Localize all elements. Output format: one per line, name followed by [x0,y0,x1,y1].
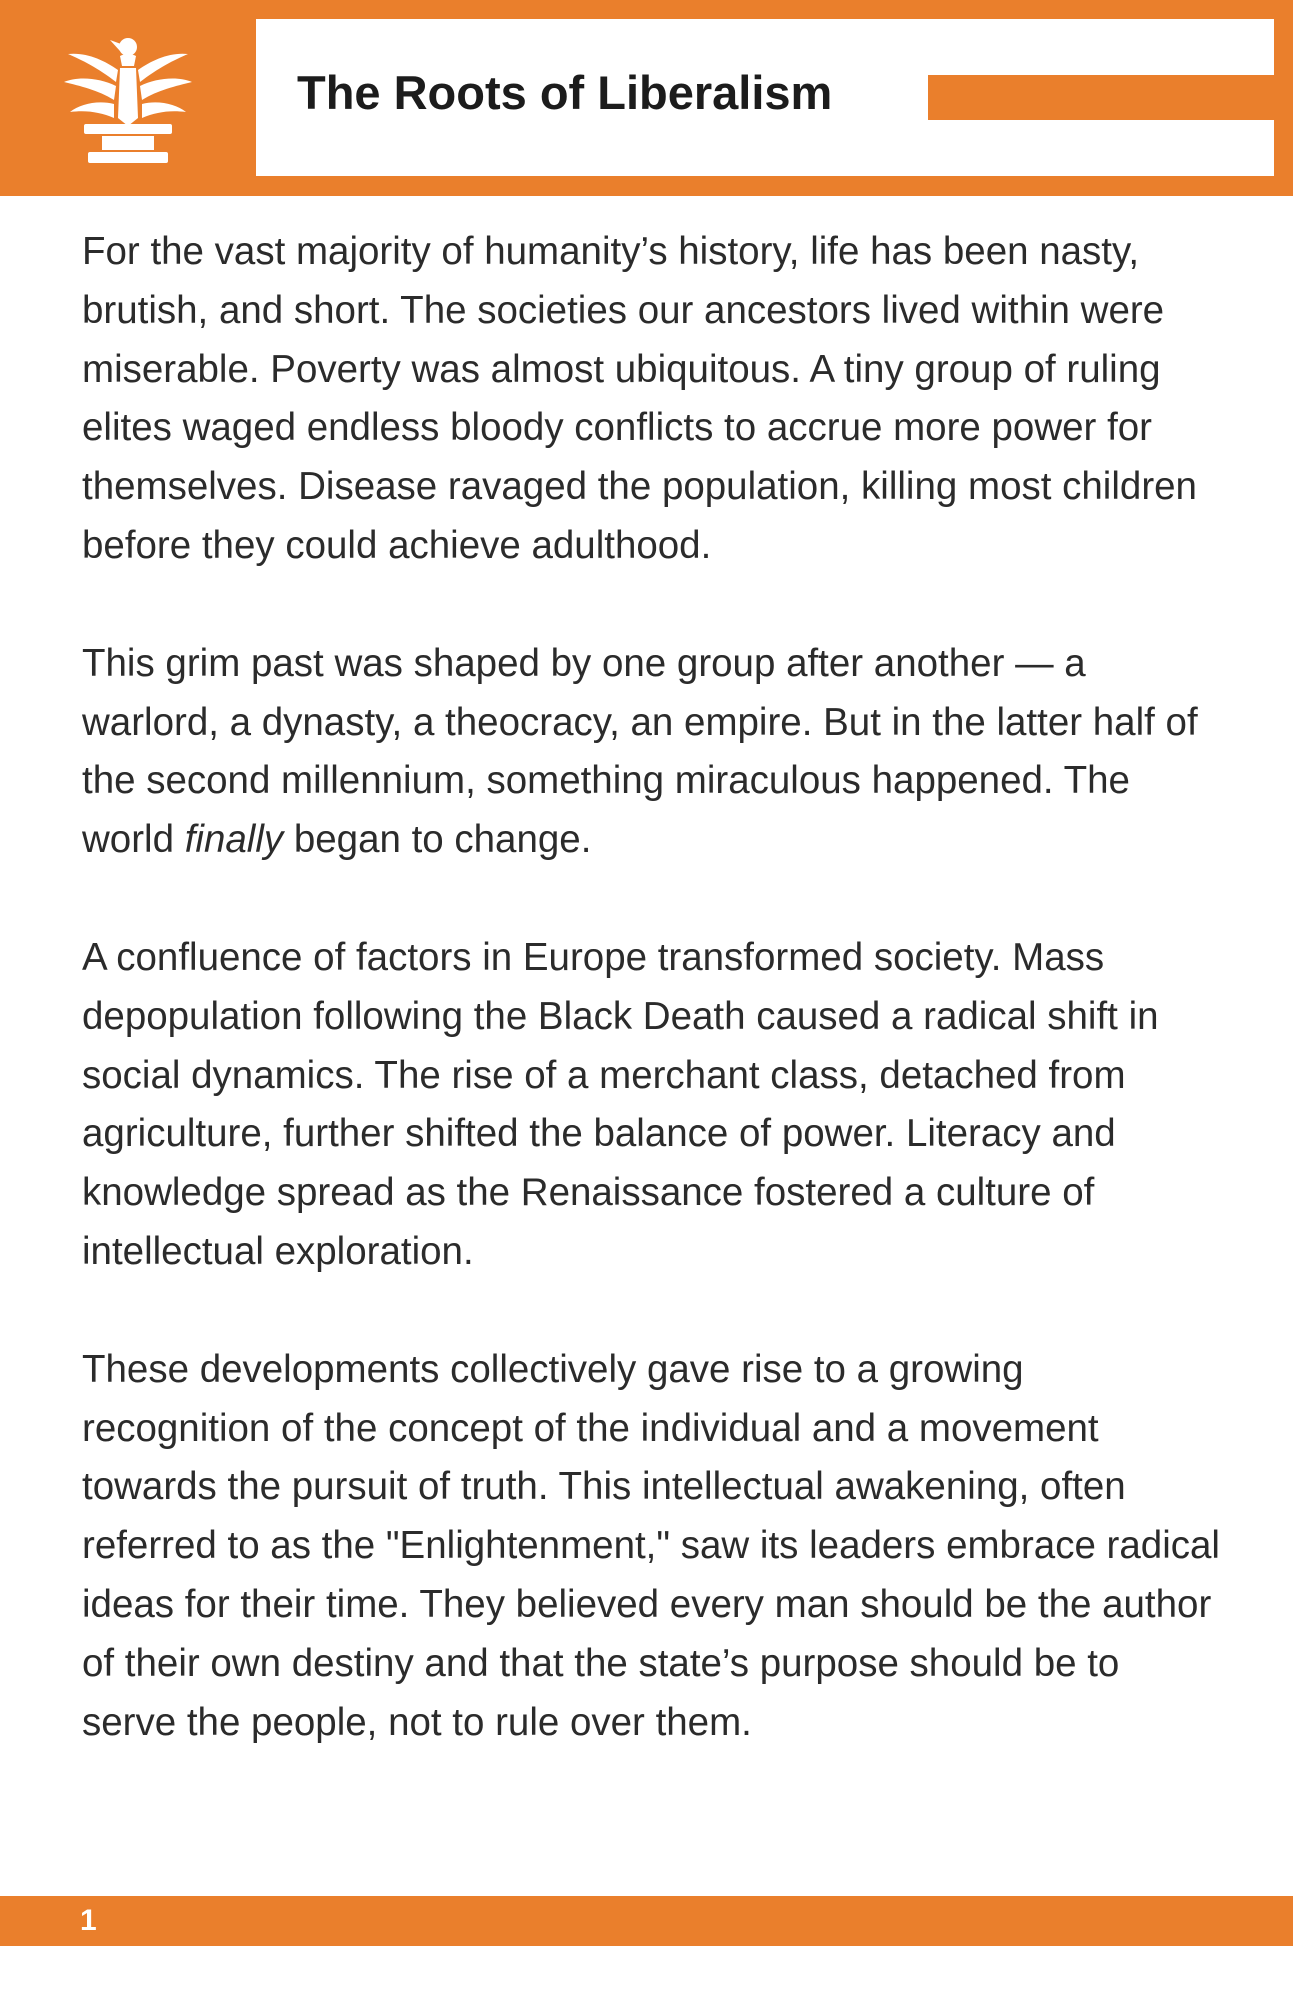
page-header [0,0,1293,196]
phoenix-logo-icon [58,30,198,165]
paragraph-1: For the vast majority of humanity’s history, life has been nasty, brutish, and short. The societies our ancestors lived within were miserable. Poverty was almost ubiquitous. A tiny group of ruling elites waged endless bloody conflicts to accrue more power for themselves. Disease ravaged the population, killing most children before they could achieve adulthood. [82,230,1197,567]
paragraph-2 [82,635,1222,870]
page-footer [0,1896,1293,1946]
paragraph-2-text-end: began to change. [283,818,592,862]
page-title: The Roots of Liberalism [297,66,833,119]
paragraph-2-text-start: This grim past was shaped by one group after another — a warlord, a dynasty, a theocracy, an empire. But in the latter half of the second millennium, something miraculous happened. The world [82,641,1198,862]
page-number: 1 [80,1904,97,1937]
title-panel [256,19,1274,176]
emphasis-finally: finally [184,818,284,862]
paragraph-3: A confluence of factors in Europe transformed society. Mass depopulation following the Black Death caused a radical shift in social dynamics. The rise of a merchant class, detached from agriculture, further shifted the balance of power. Literacy and knowledge spread as the Renaissance fostered a culture of intellectual exploration. [82,935,1159,1273]
paragraph-4: These developments collectively gave rise to a growing recognition of the concept of the individual and a movement towards the pursuit of truth. This intellectual awakening, often referred to as the "Enlightenment," saw its leaders embrace radical ideas for their time. They believed every man should be the author of their own destiny and that the state’s purpose should be to serve the people, not to rule over them. [82,1347,1220,1744]
article-body [82,223,1222,1752]
title-accent-bar [928,75,1274,120]
